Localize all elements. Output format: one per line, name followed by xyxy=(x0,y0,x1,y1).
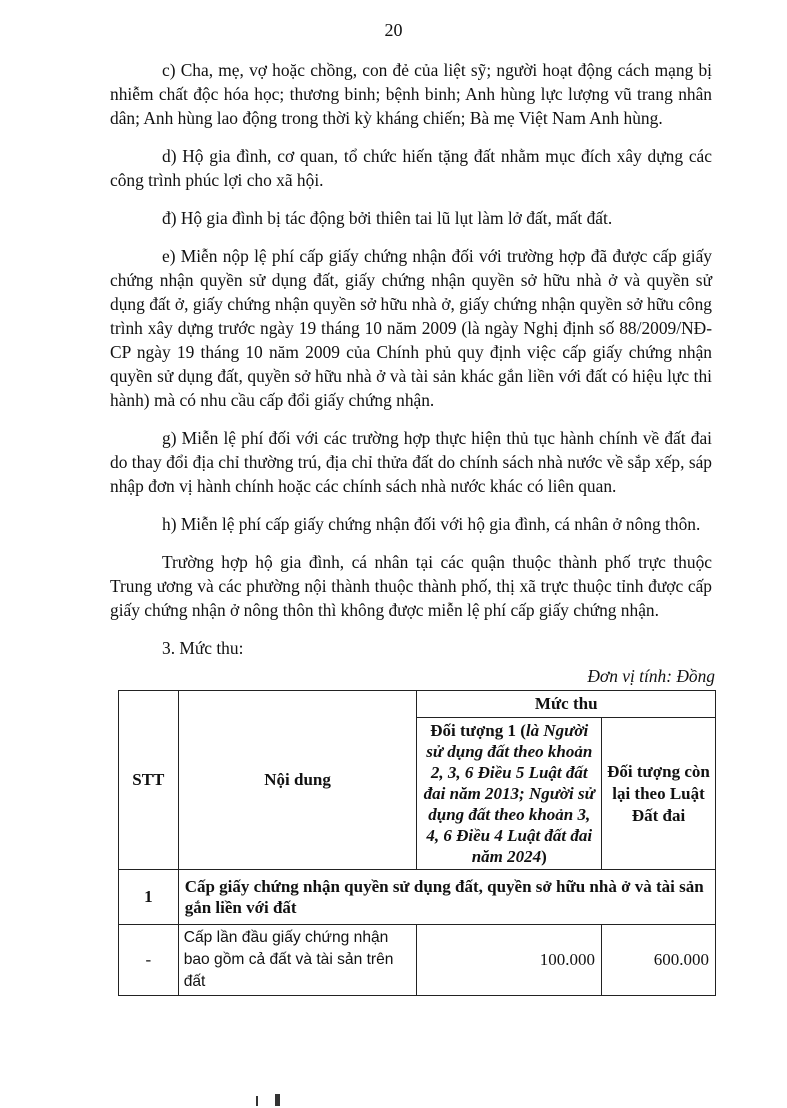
document-body xyxy=(110,58,712,660)
header-group1 xyxy=(417,718,602,870)
row-fee-other: 600.000 xyxy=(602,925,716,996)
page-number: 20 xyxy=(384,20,403,40)
paragraph-dd: đ) Hộ gia đình bị tác động bởi thiên tai lũ lụt làm lở đất, mất đất. xyxy=(162,208,613,228)
header-other-group: Đối tượng còn lại theo Luật Đất đai xyxy=(602,718,716,870)
header-group1-open: Đối tượng 1 ( xyxy=(430,721,526,740)
section-heading: 3. Mức thu: xyxy=(162,638,244,658)
table-row xyxy=(119,925,716,996)
paragraph-d: d) Hộ gia đình, cơ quan, tổ chức hiến tặng đất nhằm mục đích xây dựng các công trình phúc lợi cho xã hội. xyxy=(110,146,712,190)
paragraph-urban-exception: Trường hợp hộ gia đình, cá nhân tại các quận thuộc thành phố trực thuộc Trung ương và các phường nội thành thuộc thành phố, thị xã trực thuộc tỉnh được cấp giấy chứng nhận ở nông thôn thì không được miễn lệ phí cấp giấy chứng nhận. xyxy=(110,552,712,620)
row-content: Cấp giấy chứng nhận quyền sử dụng đất, quyền sở hữu nhà ở và tài sản gắn liền với đất xyxy=(178,870,715,925)
scan-speck xyxy=(275,1094,280,1106)
table-header-row xyxy=(119,691,716,718)
scan-speck xyxy=(256,1096,258,1106)
header-group1-close: ) xyxy=(541,847,547,866)
header-content: Nội dung xyxy=(178,691,417,870)
paragraph-c: c) Cha, mẹ, vợ hoặc chồng, con đẻ của liệt sỹ; người hoạt động cách mạng bị nhiễm chất độc hóa học; thương binh; bệnh binh; Anh hùng lực lượng vũ trang nhân dân; Anh hùng lao động trong thời kỳ kháng chiến; Bà mẹ Việt Nam Anh hùng. xyxy=(110,60,712,128)
unit-label: Đơn vị tính: Đồng xyxy=(587,666,715,686)
paragraph-e: e) Miễn nộp lệ phí cấp giấy chứng nhận đối với trường hợp đã được cấp giấy chứng nhận quyền sử dụng đất, giấy chứng nhận quyền sở hữu nhà ở và quyền sử dụng đất ở, giấy chứng nhận quyền sở hữu nhà ở, giấy chứng nhận quyền sở hữu công trình xây dựng trước ngày 19 tháng 10 năm 2009 (là ngày Nghị định số 88/2009/NĐ-CP ngày 19 tháng 10 năm 2009 của Chính phủ quy định việc cấp giấy chứng nhận quyền sử dụng đất, quyền sở hữu nhà ở và tài sản khác gắn liền với đất có hiệu lực thi hành) mà có nhu cầu cấp đổi giấy chứng nhận. xyxy=(110,246,712,410)
table-row xyxy=(119,870,716,925)
row-content: Cấp lần đầu giấy chứng nhận bao gồm cả đất và tài sản trên đất xyxy=(178,925,417,996)
paragraph-g: g) Miễn lệ phí đối với các trường hợp thực hiện thủ tục hành chính về đất đai do thay đổi địa chỉ thường trú, địa chỉ thửa đất do chính sách nhà nước về sắp xếp, sáp nhập đơn vị hành chính hoặc các chính sách nhà nước khác có liên quan. xyxy=(110,428,712,496)
header-fee-group: Mức thu xyxy=(417,691,716,718)
row-fee-group1: 100.000 xyxy=(417,925,602,996)
fee-table xyxy=(118,690,716,996)
row-stt: 1 xyxy=(119,870,179,925)
header-group1-italic: là Người sử dụng đất theo khoản 2, 3, 6 Điều 5 Luật đất đai năm 2013; Người sử dụng đất theo khoản 3, 4, 6 Điều 4 Luật đất đai năm 2024 xyxy=(423,721,595,866)
header-stt: STT xyxy=(119,691,179,870)
paragraph-h: h) Miễn lệ phí cấp giấy chứng nhận đối với hộ gia đình, cá nhân ở nông thôn. xyxy=(162,514,701,534)
row-stt: - xyxy=(119,925,179,996)
